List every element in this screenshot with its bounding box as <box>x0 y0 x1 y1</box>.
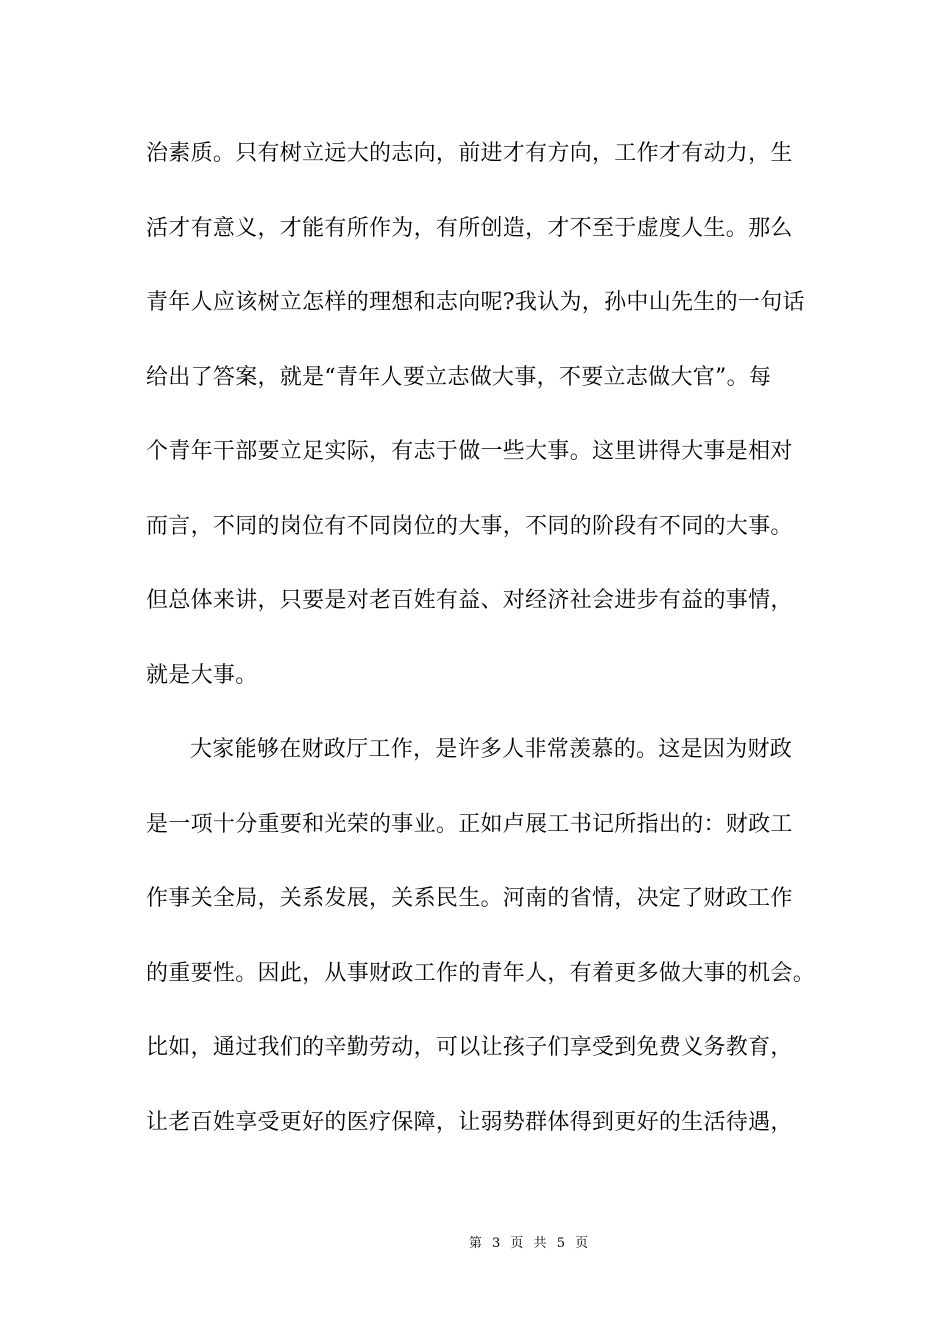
text-line: 而言，不同的岗位有不同岗位的大事，不同的阶段有不同的大事。 <box>146 513 793 539</box>
text-line-paragraph-start: 大家能够在财政厅工作，是许多人非常羡慕的。这是因为财政 <box>190 737 793 762</box>
page-number-footer: 第 3 页 共 5 页 <box>468 1236 592 1251</box>
text-line: 让老百姓享受更好的医疗保障，让弱势群体得到更好的生活待遇， <box>146 1109 793 1135</box>
text-line: 就是大事。 <box>146 662 258 688</box>
text-line: 青年人应该树立怎样的理想和志向呢?我认为，孙中山先生的一句话 <box>146 290 805 315</box>
text-line: 作事关全局，关系发展，关系民生。河南的省情，决定了财政工作 <box>146 886 793 911</box>
text-line: 给出了答案，就是“青年人要立志做大事，不要立志做大官”。每 <box>146 364 772 390</box>
body-text <box>146 126 846 1169</box>
text-line: 活才有意义，才能有所作为，有所创造，才不至于虚度人生。那么 <box>146 215 793 241</box>
text-line: 比如，通过我们的辛勤劳动，可以让孩子们享受到免费义务教育， <box>146 1035 793 1060</box>
text-line: 的重要性。因此，从事财政工作的青年人，有着更多做大事的机会。 <box>146 960 816 986</box>
text-line: 是一项十分重要和光荣的事业。正如卢展工书记所指出的：财政工 <box>146 811 793 837</box>
text-line: 但总体来讲，只要是对老百姓有益、对经济社会进步有益的事情， <box>146 588 793 613</box>
text-line: 个青年干部要立足实际，有志于做一些大事。这里讲得大事是相对 <box>146 439 793 464</box>
text-line: 治素质。只有树立远大的志向，前进才有方向，工作才有动力，生 <box>146 141 793 166</box>
